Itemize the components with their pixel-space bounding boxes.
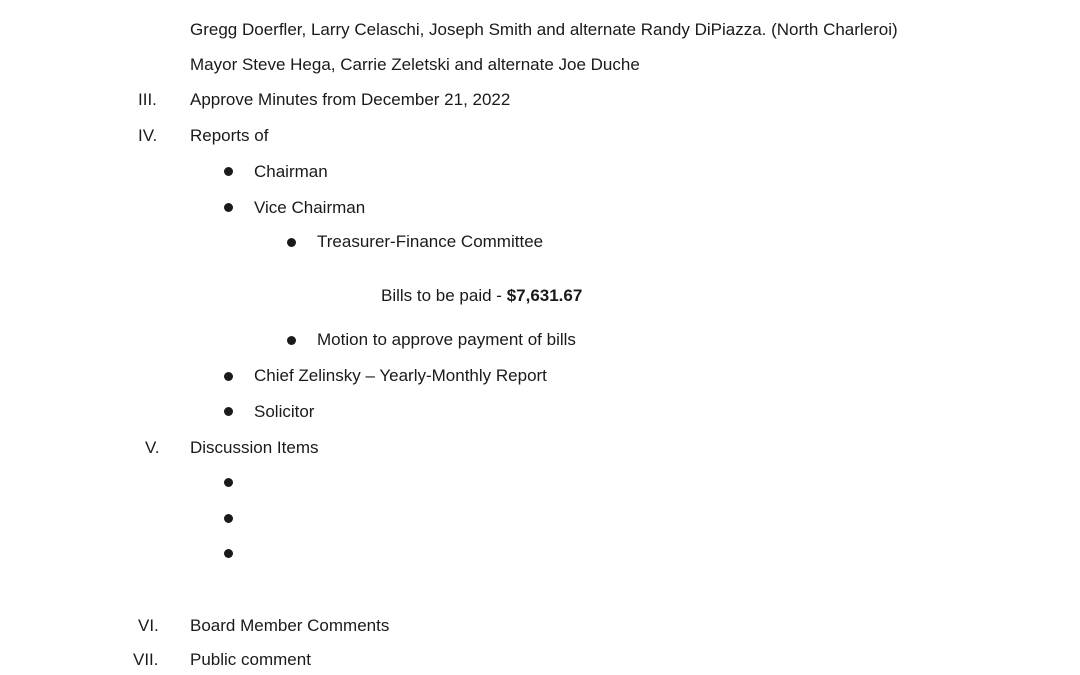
report-chairman: Chairman [254,162,328,181]
attendance-line-2: Gregg Doerfler, Larry Celaschi, Joseph Smith and alternate Randy DiPiazza. (North Charleroi) [190,20,898,39]
bullet-treasurer [287,238,296,247]
item-numeral-v: V. [145,438,160,457]
bills-label: Bills to be paid - [381,286,507,305]
report-chief: Chief Zelinsky – Yearly-Monthly Report [254,366,547,385]
bills-amount: $7,631.67 [506,286,583,305]
bullet-chairman [224,167,233,176]
item-approve-minutes: Approve Minutes from December 21, 2022 [190,90,511,109]
bullet-discussion-1 [224,478,233,487]
item-numeral-vi: VI. [138,616,159,635]
item-numeral-iv: IV. [138,126,158,145]
report-solicitor: Solicitor [254,402,315,421]
bills-to-be-paid [381,286,582,306]
bullet-discussion-3 [224,549,233,558]
bullet-motion [287,336,296,345]
bullet-discussion-2 [224,514,233,523]
bullet-vice-chairman [224,203,233,212]
item-public-comment: Public comment [190,650,311,669]
item-discussion-items: Discussion Items [190,438,319,457]
item-numeral-iii: III. [138,90,157,109]
report-vice-chairman: Vice Chairman [254,198,366,217]
attendance-line-3: Mayor Steve Hega, Carrie Zeletski and alternate Joe Duche [190,55,640,74]
report-treasurer: Treasurer-Finance Committee [317,232,544,251]
report-motion-approve-bills: Motion to approve payment of bills [317,330,576,349]
bullet-solicitor [224,407,233,416]
bullet-chief [224,372,233,381]
item-numeral-vii: VII. [133,650,159,669]
item-board-member-comments: Board Member Comments [190,616,390,635]
item-reports-of: Reports of [190,126,269,145]
